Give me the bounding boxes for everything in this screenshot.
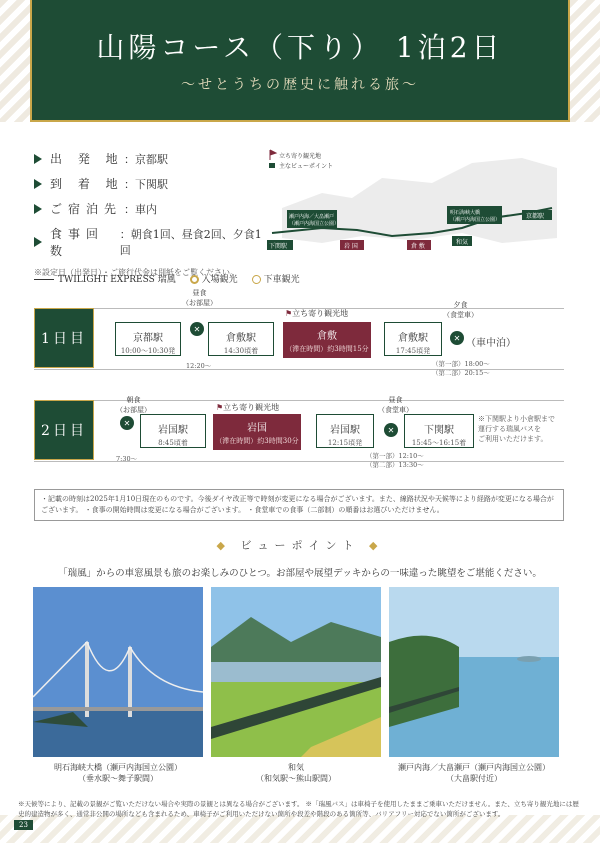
footer-pattern — [0, 815, 600, 843]
legend-alighting: 下車観光 — [263, 275, 300, 285]
info-row-departure: 出 発 地 ：京都駅 — [34, 150, 264, 167]
triangle-icon — [34, 237, 42, 247]
day1-stop-flag: 立ち寄り観光地 — [292, 309, 349, 318]
flag-icon: ⚑ — [216, 403, 224, 412]
route-map — [262, 148, 562, 258]
caption-akashi: 明石海峡大橋（瀬戸内海国立公園） — [54, 763, 182, 772]
legend-boarding: 入場観光 — [201, 275, 238, 285]
viewpoint-title: ◆ ビューポイント ◆ — [216, 539, 384, 552]
caption-akashi-sub: （垂水駅〜舞子駅間） — [78, 774, 158, 783]
triangle-icon — [34, 179, 42, 189]
day2-lunch-label: 昼食 — [388, 396, 403, 404]
day1-station-kurashiki-dep: 倉敷駅 17:45頃発 — [384, 322, 442, 356]
info-note: ※設定日（出発日）・ご旅行代金は別紙をご覧ください。 — [34, 268, 238, 277]
footnote: ※天候等により、記載の景観がご覧いただけない場合や実際の景観とは異なる場合がございます。 ※「瑞風バス」は車椅子を使用したままご乗車いただけません。また、立ち寄り観光地には歴史的建造物が多く、通常非公開の場所なども含まれるため、車椅子がご利用いただけない箇所や段差や階段のある箇所等、バリアフリー対応でない箇所がございます。 — [18, 800, 579, 818]
alighting-dot-icon — [252, 275, 261, 284]
page-header — [30, 0, 570, 122]
schedule-notice: ・記載の時刻は2025年1月10日現在のものです。今後ダイヤ改正等で時刻が変更になる場合がございます。また、線路状況や天候等により経路が変更になる場合がございます。 ・食事の開始時間は変更になる場合がございます。 ・食堂車での食事（二部制）の順番はお選びいただけません。 — [34, 489, 564, 521]
info-row-meals: 食事回数 ：朝食1回、昼食2回、夕食1回 — [34, 225, 264, 259]
day1-dinner-times: （第一部）18:00〜 （第二部）20:15〜 — [432, 360, 490, 377]
day1-station-kurashiki-arr: 倉敷駅 14:30頃着 — [208, 322, 274, 356]
day2-breakfast-sub: （お部屋） — [116, 406, 151, 414]
triangle-icon — [34, 154, 42, 164]
day2-highlight-iwakuni: 岩国 （滞在時間）約3時間30分 — [213, 414, 301, 450]
utensils-icon: ✕ — [450, 331, 464, 345]
day1-lunch-sub: （お部屋） — [182, 299, 217, 307]
caption-seto: 瀬戸内海／大畠瀬戸（瀬戸内海国立公園） — [398, 763, 550, 772]
utensils-icon: ✕ — [384, 423, 398, 437]
schedule-legend — [34, 272, 300, 285]
utensils-icon: ✕ — [120, 416, 134, 430]
page-number: 23 — [14, 820, 33, 830]
train-line-icon — [34, 279, 54, 280]
viewpoint-lead: 「瑞風」からの車窓風景も旅のお楽しみのひとつ。お部屋や展望デッキからの一味違った眺望をご堪能ください。 — [58, 568, 542, 579]
day2-breakfast-time: 7:30〜 — [116, 455, 138, 463]
map-legend-stop: 立ち寄り観光地 — [279, 153, 322, 160]
day2-lunch-times: （第一部）12:10〜 （第二部）13:30〜 — [366, 452, 424, 469]
map-akashi-sub: （瀬戸内海国立公園） — [450, 217, 501, 223]
day1-overnight: （車中泊） — [466, 338, 516, 349]
day2-label: 2日目 — [34, 400, 94, 460]
info-row-stay: ご宿泊先 ：車内 — [34, 200, 264, 217]
map-kyoto: 京都駅 — [526, 213, 545, 220]
day2-station-shimonoseki: 下関駅 15:45〜16:15着 — [404, 414, 474, 448]
day2-breakfast-label: 朝食 — [126, 396, 141, 404]
map-shimonoseki: 下関駅 — [269, 243, 288, 250]
header-pattern-left — [0, 0, 30, 122]
caption-waki: 和気 — [288, 763, 304, 772]
day2-station-iwakuni-arr: 岩国駅 8:45頃着 — [140, 414, 206, 448]
day1-highlight-kurashiki: 倉敷 （滞在時間）約3時間15分 — [283, 322, 371, 358]
map-seto: 瀬戸内海／大畠瀬戸 — [289, 214, 335, 220]
map-iwakuni: 岩 国 — [344, 243, 358, 250]
info-row-arrival: 到 着 地 ：下関駅 — [34, 175, 264, 192]
map-akashi: 明石海峡大橋 — [450, 210, 481, 216]
photo-akashi-bridge — [33, 587, 203, 757]
trip-info — [34, 150, 264, 278]
day2-stop-flag: 立ち寄り観光地 — [223, 403, 280, 412]
camera-icon — [269, 163, 275, 168]
flag-icon — [270, 150, 276, 160]
day1-lunch-time: 12:20〜 — [186, 362, 212, 370]
day1-label: 1日目 — [34, 308, 94, 368]
diamond-icon: ◆ — [216, 539, 241, 552]
day1-lunch-label: 昼食 — [192, 289, 207, 297]
day2-station-iwakuni-dep: 岩国駅 12:15頃発 — [316, 414, 374, 448]
photo-seto-oobatake — [389, 587, 559, 757]
triangle-icon — [34, 204, 42, 214]
caption-waki-sub: （和気駅〜熊山駅間） — [256, 774, 336, 783]
day1-station-kyoto: 京都駅 10:00〜10:30発 — [115, 322, 181, 356]
page-subtitle: 〜せとうちの歴史に触れる旅〜 — [181, 77, 419, 93]
day2-lunch-sub: （食堂車） — [378, 406, 413, 414]
map-seto-sub: （瀬戸内海国立公園） — [289, 221, 340, 227]
map-waki: 和気 — [456, 239, 469, 246]
map-kurashiki: 倉 敷 — [411, 243, 425, 250]
header-pattern-right — [570, 0, 600, 122]
flag-icon: ⚑ — [285, 309, 293, 318]
diamond-icon: ◆ — [359, 539, 384, 552]
utensils-icon: ✕ — [190, 322, 204, 336]
legend-train: TWILIGHT EXPRESS 瑞風 — [58, 275, 176, 285]
page-title: 山陽コース（下り） 1泊2日 — [96, 31, 504, 64]
day2-side-note: ※下関駅より小倉駅まで 運行する瑞風バスを ご利用いただけます。 — [478, 415, 555, 443]
boarding-dot-icon — [190, 275, 199, 284]
map-legend-view: 主なビューポイント — [279, 163, 334, 170]
caption-seto-sub: （大畠駅付近） — [446, 774, 502, 783]
photo-waki — [211, 587, 381, 757]
map-land — [282, 158, 557, 243]
day1-dinner-sub: （食堂車） — [443, 311, 478, 319]
day1-dinner-label: 夕食 — [453, 301, 468, 309]
